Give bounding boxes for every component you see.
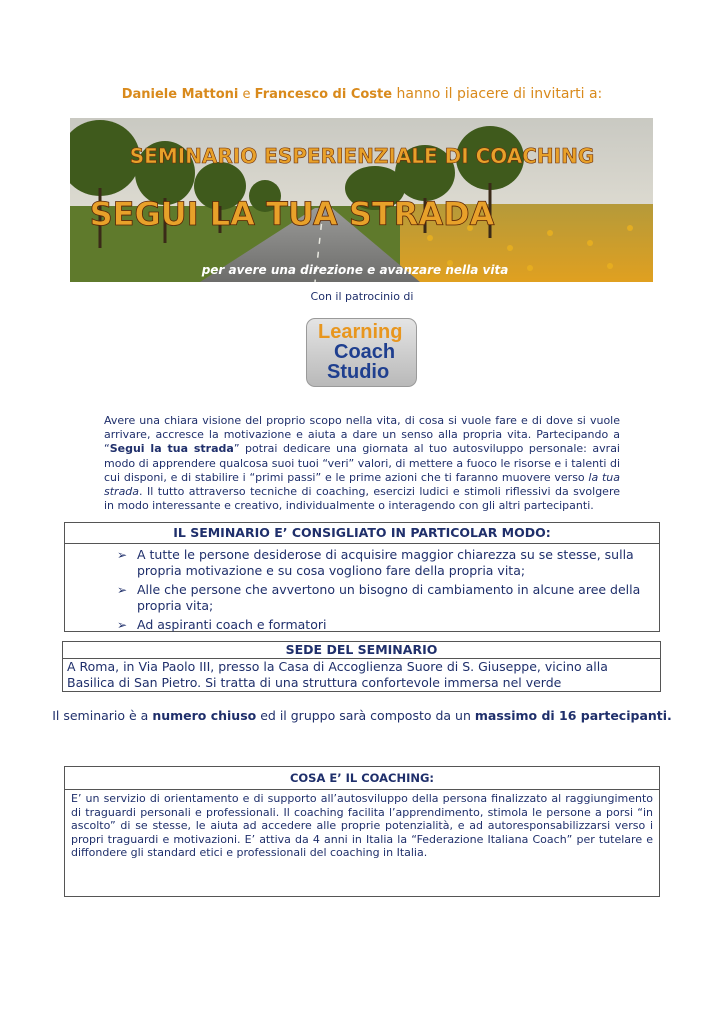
organizer-name-1: Daniele Mattoni — [121, 87, 239, 102]
sponsorship-label: Con il patrocinio di — [310, 290, 414, 303]
logo-line-2: Coach — [334, 341, 396, 363]
list-item: ➢ Alle che persone che avvertono un bisogno di cambiamento in alcune aree della propria vita; — [117, 582, 641, 613]
arrow-bullet-icon: ➢ — [117, 618, 128, 632]
logo-line-3: Studio — [327, 361, 390, 383]
venue-heading: SEDE DEL SEMINARIO — [63, 642, 660, 659]
seminar-name: Segui la tua strada — [109, 442, 234, 456]
coaching-text: E’ un servizio di orientamento e di supporto all’autosviluppo della persona finalizzato al raggiungimento di traguardi personali e professionali. Il coaching facilita l’apprendimento, stimola le persone a porsi “in ascolto” di se stesse, le aiuta ad accedere alle proprie potenzialità, e ad autoresponsabilizzarsi verso i propri traguardi e motivazioni. E’ attiva da 4 anni in Italia la “Federazione Italiana Coach” per tutelare e diffondere gli standard etici e professionali del coaching in Italia. — [71, 792, 653, 860]
list-item: ➢ A tutte le persone desiderose di acquisire maggior chiarezza su se stesse, sulla propria motivazione e su cosa vogliono fare della propria vita; — [117, 547, 634, 578]
banner-subtitle: SEGUI LA TUA STRADA — [89, 195, 495, 233]
road-landscape-image — [70, 118, 653, 282]
seminar-banner — [70, 118, 653, 282]
banner-title: SEMINARIO ESPERIENZIALE DI COACHING — [129, 144, 595, 168]
conjunction: e — [238, 87, 255, 102]
arrow-bullet-icon: ➢ — [117, 548, 128, 562]
list-item: ➢ Ad aspiranti coach e formatori — [117, 617, 327, 632]
venue-text: A Roma, in Via Paolo III, presso la Casa di Accoglienza Suore di S. Giuseppe, vicino alla Basilica di San Pietro. Si tratta di una struttura confortevole immersa nel verde — [67, 659, 608, 690]
intro-paragraph: Avere una chiara visione del proprio scopo nella vita, di cosa si vuole fare e di dove si vuole arrivare, accresce la motivazione e aiuta a dare un senso alla propria vita. Partecipando a “Segui la tua strada” potrai dedicare una giornata al tuo autosviluppo personale: avrai modo di apprendere qualcosa suoi tuoi “veri” valori, di mettere a fuoco le risorse e i talenti di cui disponi, e di stabilire i “primi passi” e le prime azioni che ti faranno muovere verso la tua strada. Il tutto attraverso tecniche di coaching, esercizi ludici e stimoli riflessivi da svolgere in modo interessante e creativo, individualmente o interagendo con gli altri partecipanti. — [104, 414, 620, 513]
logo-line-1: Learning — [318, 321, 403, 343]
recommended-list — [65, 544, 659, 633]
learning-coach-studio-logo — [306, 318, 417, 387]
coaching-definition-box — [64, 766, 660, 897]
invitation-line — [0, 86, 724, 102]
banner-tagline: per avere una direzione e avanzare nella vita — [201, 263, 509, 277]
recommended-heading: IL SEMINARIO E’ CONSIGLIATO IN PARTICOLAR MODO: — [65, 523, 659, 544]
organizer-name-2: Francesco di Coste — [254, 87, 393, 102]
venue-box — [62, 641, 661, 692]
participants-note: Il seminario è a numero chiuso ed il gruppo sarà composto da un massimo di 16 partecipanti. — [52, 708, 672, 723]
coaching-heading: COSA E’ IL COACHING: — [65, 767, 659, 790]
invitation-text: hanno il piacere di invitarti a: — [392, 86, 603, 102]
recommended-for-box — [64, 522, 660, 632]
arrow-bullet-icon: ➢ — [117, 583, 128, 597]
